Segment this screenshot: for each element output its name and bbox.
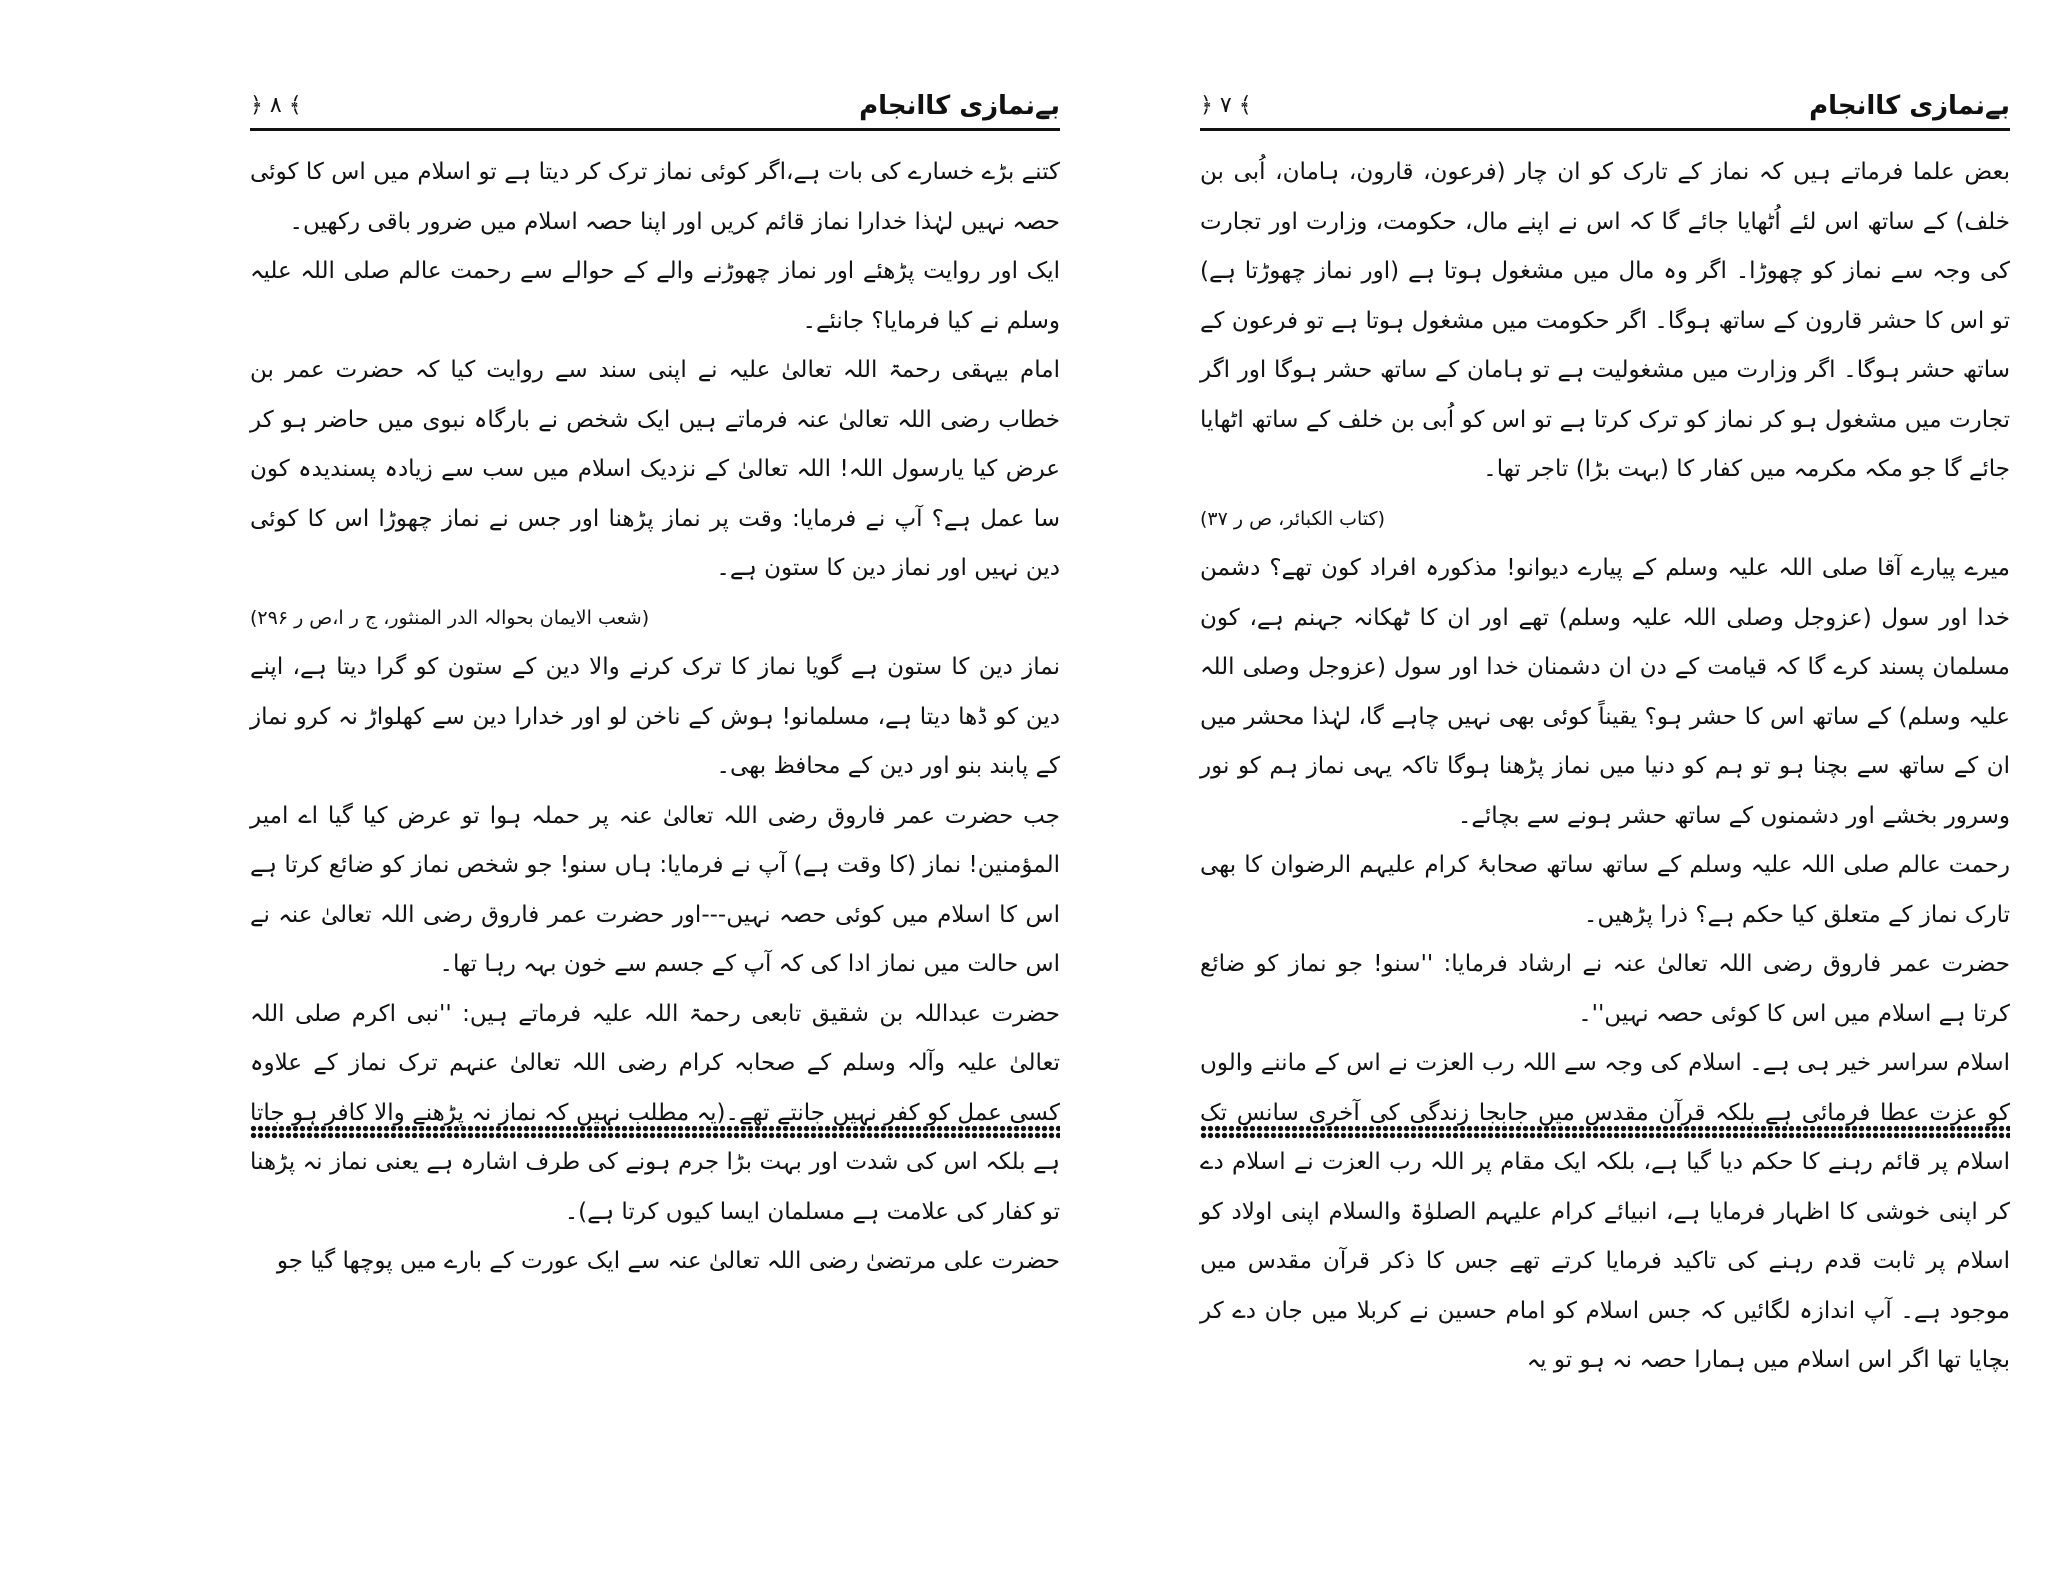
paragraph: جب حضرت عمر فاروق رضی اللہ تعالیٰ عنہ پر حملہ ہوا تو عرض کیا گیا اے امیر المؤمنین! نماز (کا وقت ہے) آپ نے فرمایا: ہاں سنو! جو شخص نماز کو ضائع کرتا ہے اس کا اسلام میں کوئی حصہ نہیں---اور حضرت عمر فاروق رضی اللہ تعالیٰ عنہ نے اس حالت میں نماز ادا کی کہ آپ کے جسم سے خون بہہ رہا تھا۔: [250, 802, 1060, 977]
page-number: ﴿ ۸ ﴾: [250, 93, 302, 118]
paragraph: حضرت عبداللہ بن شقیق تابعی رحمۃ اللہ علیہ فرماتے ہیں: ''نبی اکرم صلی اللہ تعالیٰ علیہ وآلہ وسلم کے صحابہ کرام رضی اللہ تعالیٰ عنہم ترک نماز کے علاوہ کسی عمل کو کفر نہیں جانتے تھے۔(یہ مطلب نہیں کہ نماز نہ پڑھنے والا کافر ہو جاتا ہے بلکہ اس کی شدت اور بہت بڑا جرم ہونے کی طرف اشارہ ہے یعنی نماز نہ پڑھنا تو کفار کی علامت ہے مسلمان ایسا کیوں کرتا ہے)۔: [250, 1000, 1060, 1225]
citation: (کتاب الکبائر، ص ر ۳۷): [1200, 507, 1386, 530]
dotted-footer-rule: [1200, 1125, 2010, 1139]
paragraph: رحمت عالم صلی اللہ علیہ وسلم کے ساتھ ساتھ صحابۂ کرام علیہم الرضوان کا بھی تارک نماز کے متعلق کیا حکم ہے؟ ذرا پڑھیں۔: [1200, 852, 2010, 928]
citation: (شعب الایمان بحوالہ الدر المنثور، ج ر ا،ص ر ۲۹۶): [250, 606, 650, 629]
page-right: [1200, 0, 2010, 1582]
paragraph: حضرت علی مرتضیٰ رضی اللہ تعالیٰ عنہ سے ایک عورت کے بارے میں پوچھا گیا جو: [276, 1248, 1060, 1274]
paragraph: حضرت عمر فاروق رضی اللہ تعالیٰ عنہ نے ارشاد فرمایا: ''سنو! جو نماز کو ضائع کرتا ہے اسلام میں اس کا کوئی حصہ نہیں''۔: [1200, 951, 2010, 1027]
paragraph: بعض علما فرماتے ہیں کہ نماز کے تارک کو ان چار (فرعون، قارون، ہامان، اُبی بن خلف) کے ساتھ اس لئے اُٹھایا جائے گا کہ اس نے اپنے مال، حکومت، وزارت اور تجارت کی وجہ سے نماز کو چھوڑا۔ اگر وہ مال میں مشغول ہوتا ہے (اور نماز چھوڑتا ہے) تو اس کا حشر قارون کے ساتھ ہوگا۔ اگر حکومت میں مشغول ہوتا ہے تو فرعون کے ساتھ حشر ہوگا۔ اگر وزارت میں مشغولیت ہے تو ہامان کے ساتھ حشر ہوگا اور اگر تجارت میں مشغول ہو کر نماز کو ترک کرتا ہے تو اس کو اُبی بن خلف کے ساتھ اٹھایا جائے گا جو مکہ مکرمہ میں کفار کا (بہت بڑا) تاجر تھا۔: [1200, 159, 2010, 482]
dotted-footer-rule: [250, 1125, 1060, 1139]
page-body: [1200, 148, 2010, 1386]
paragraph: ایک اور روایت پڑھئے اور نماز چھوڑنے والے کے حوالے سے رحمت عالم صلی اللہ علیہ وسلم نے کیا فرمایا؟ جانئے۔: [250, 258, 1060, 334]
page-left: [250, 0, 1060, 1582]
paragraph: امام بیہقی رحمۃ اللہ تعالیٰ علیہ نے اپنی سند سے روایت کیا کہ حضرت عمر بن خطاب رضی اللہ تعالیٰ عنہ فرماتے ہیں ایک شخص نے بارگاہ نبوی میں حاضر ہو کر عرض کیا یارسول اللہ! اللہ تعالیٰ کے نزدیک اسلام میں سب سے زیادہ پسندیدہ کون سا عمل ہے؟ آپ نے فرمایا: وقت پر نماز پڑھنا اور جس نے نماز چھوڑا اس کا کوئی دین نہیں اور نماز دین کا ستون ہے۔: [250, 357, 1060, 581]
running-title: بےنمازی کاانجام: [859, 91, 1060, 121]
paragraph: میرے پیارے آقا صلی اللہ علیہ وسلم کے پیارے دیوانو! مذکورہ افراد کون تھے؟ دشمن خدا اور سول (عزوجل وصلی اللہ علیہ وسلم) تھے اور ان کا ٹھکانہ جہنم ہے، کون مسلمان پسند کرے گا کہ قیامت کے دن ان دشمنان خدا اور سول (عزوجل وصلی اللہ علیہ وسلم) کے ساتھ اس کا حشر ہو؟ یقیناً کوئی بھی نہیں چاہے گا، لہٰذا محشر میں ان کے ساتھ سے بچنا ہو تو ہم کو دنیا میں نماز پڑھنا ہوگا تاکہ یہی نماز ہم کو نور وسرور بخشے اور دشمنوں کے ساتھ حشر ہونے سے بچائے۔: [1200, 555, 2010, 829]
paragraph: نماز دین کا ستون ہے گویا نماز کا ترک کرنے والا دین کے ستون کو گرا دیتا ہے، اپنے دین کو ڈھا دیتا ہے، مسلمانو! ہوش کے ناخن لو اور خدارا دین سے کھلواڑ نہ کرو نماز کے پابند بنو اور دین کے محافظ بھی۔: [250, 654, 1060, 779]
page-header: [1200, 88, 2010, 130]
page-header: [250, 88, 1060, 130]
running-title: بےنمازی کاانجام: [1809, 91, 2010, 121]
paragraph: اسلام سراسر خیر ہی ہے۔ اسلام کی وجہ سے اللہ رب العزت نے اس کے ماننے والوں کو عزت عطا فرمائی ہے بلکہ قرآن مقدس میں جابجا زندگی کی آخری سانس تک اسلام پر قائم رہنے کا حکم دیا گیا ہے، بلکہ ایک مقام پر اللہ رب العزت نے اسلام دے کر اپنی خوشی کا اظہار فرمایا ہے، انبیائے کرام علیہم الصلوٰۃ والسلام اپنی اولاد کو اسلام پر ثابت قدم رہنے کی تاکید فرمایا کرتے تھے جس کا ذکر قرآن مقدس میں موجود ہے۔ آپ اندازہ لگائیں کہ جس اسلام کو امام حسین نے کربلا میں جان دے کر بچایا تھا اگر اس اسلام میں ہمارا حصہ نہ ہو تو یہ: [1200, 1050, 2010, 1373]
page-body: [250, 148, 1060, 1287]
header-rule: [1200, 128, 2010, 131]
header-rule: [250, 128, 1060, 131]
paragraph: کتنے بڑے خسارے کی بات ہے،اگر کوئی نماز ترک کر دیتا ہے تو اسلام میں اس کا کوئی حصہ نہیں لہٰذا خدارا نماز قائم کریں اور اپنا حصہ اسلام میں ضرور باقی رکھیں۔: [250, 159, 1060, 235]
page-number: ﴿ ۷ ﴾: [1200, 93, 1252, 118]
